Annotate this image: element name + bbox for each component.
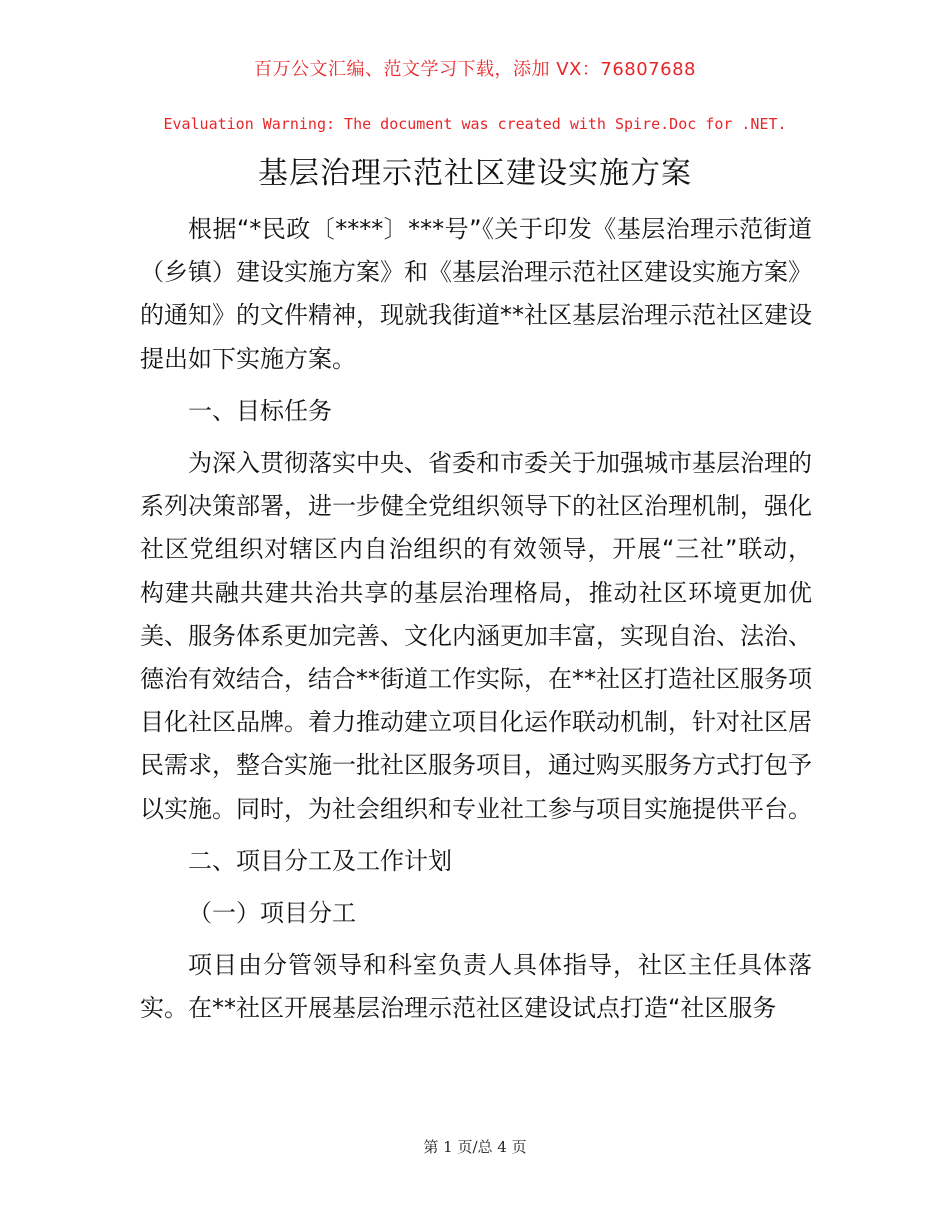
division-paragraph: 项目由分管领导和科室负责人具体指导，社区主任具体落实。在**社区开展基层治理示范社区建设试点打造“社区服务 [140, 951, 812, 1023]
goals-paragraph: 为深入贯彻落实中央、省委和市委关于加强城市基层治理的系列决策部署，进一步健全党组织领导下的社区治理机制，强化社区党组织对辖区内自治组织的有效领导，开展“三社”联动，构建共融共建共治共享的基层治理格局，推动社区环境更加优美、服务体系更加完善、文化内涵更加丰富，实现自治、法治、德治有效结合，结合**街道工作实际，在**社区打造社区服务项目化社区品牌。着力推动建立项目化运作联动机制，针对社区居民需求，整合实施一批社区服务项目，通过购买服务方式打包予以实施。同时，为社会组织和专业社工参与项目实施提供平台。 [140, 449, 812, 823]
promo-banner: 百万公文汇编、范文学习下载，添加 VX：76807688 [254, 59, 696, 80]
page-number-footer: 第 1 页/总 4 页 [423, 1138, 527, 1156]
section-heading-goals: 一、目标任务 [188, 396, 332, 425]
document-body [140, 208, 812, 1040]
document-title: 基层治理示范社区建设实施方案 [258, 156, 692, 191]
evaluation-warning: Evaluation Warning: The document was created with Spire.Doc for .NET. [163, 115, 787, 133]
section-heading-division: 二、项目分工及工作计划 [188, 846, 452, 875]
intro-paragraph: 根据“*民政〔****〕***号”《关于印发《基层治理示范街道（乡镇）建设实施方案》和《基层治理示范社区建设实施方案》的通知》的文件精神，现就我街道**社区基层治理示范社区建设提出如下实施方案。 [140, 215, 812, 373]
subsection-heading-division: （一）项目分工 [188, 899, 356, 928]
